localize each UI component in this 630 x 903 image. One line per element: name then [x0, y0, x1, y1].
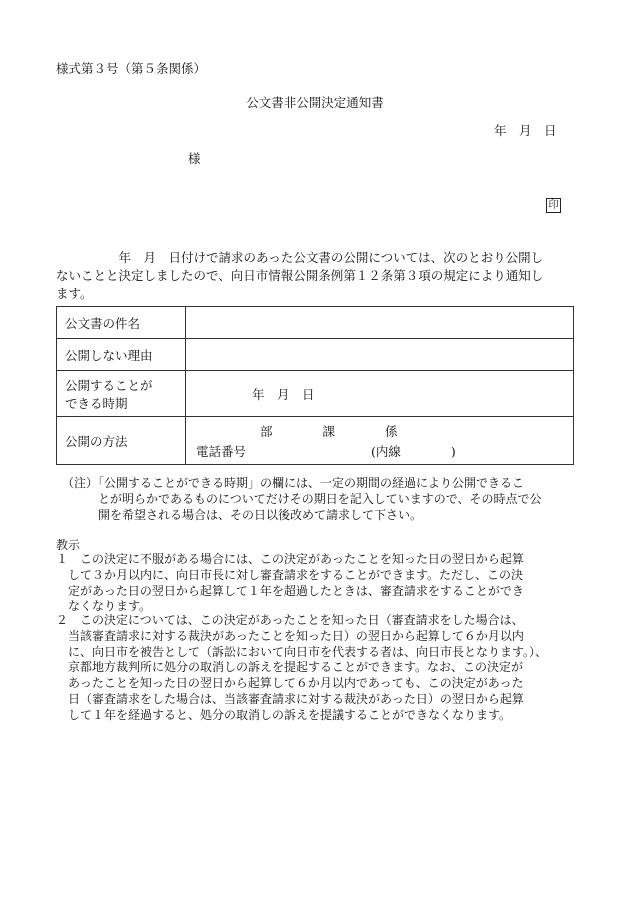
body-paragraph [56, 249, 578, 303]
label-line: できる時期 [65, 395, 128, 411]
instruction-heading: 教示 [56, 538, 81, 552]
body-line: ないことと決定しましたので、向日市情報公開条例第１２条第３項の規定により通知し [56, 268, 544, 283]
label-line: 公開することが [65, 377, 153, 393]
instruction-line: 京都地方裁判所に処分の取消しの訴えを提起することができます。なお、この決定が [56, 660, 524, 675]
document-title: 公文書非公開決定通知書 [246, 95, 384, 110]
addressee-suffix: 様 [188, 151, 201, 166]
instruction-line: して１年を経過すると、処分の取消しの訴えを提議することができなくなります。 [56, 707, 512, 722]
instruction-line: 当該審査請求に対する裁決があったことを知った日）の翌日から起算して６か月以内 [56, 628, 524, 643]
instruction-line: して３か月以内に、向日市長に対し審査請求をすることができます。ただし、この決 [56, 567, 524, 582]
instruction-item-2 [56, 612, 547, 723]
instruction-line: 日（審査請求をした場合は、当該審査請求に対する裁決があった日）の翌日から起算 [56, 691, 524, 706]
note-line: とが明らかであるものについてだけその期日を記入していますので、その時点で公 [62, 492, 542, 506]
body-line: ます。 [56, 286, 93, 301]
table-row [57, 339, 574, 371]
instruction-line: なくなります。 [56, 599, 152, 614]
body-line: 年 月 日付けで請求のあった公文書の公開については、次のとおり公開し [56, 250, 544, 265]
table-row [57, 307, 574, 339]
row-value-disclosable-period [186, 371, 574, 417]
row-label-subject: 公文書の件名 [57, 307, 186, 339]
period-date: 年 月 日 [252, 386, 315, 402]
row-value-reason [186, 339, 574, 371]
row-label-reason: 公開しない理由 [57, 339, 186, 371]
note-line: （注）「公開することができる時期」の欄には、一定の期間の経過により公開できるこ [62, 476, 525, 490]
form-number: 様式第３号（第５条関係） [56, 61, 207, 76]
table-row [57, 417, 574, 465]
note-line: 開を希望される場合は、その日以後改めて請求して下さい。 [62, 508, 423, 522]
instruction-item-1 [56, 551, 524, 614]
department-line: 部 課 係 [260, 423, 398, 439]
row-label-disclosable-period [57, 371, 186, 417]
table-row [57, 371, 574, 417]
instruction-line: 定があった日の翌日から起算して１年を超過したときは、審査請求をすることができ [56, 583, 524, 598]
row-value-method [186, 417, 574, 465]
row-label-method: 公開の方法 [57, 417, 186, 465]
seal-mark: 印 [546, 198, 561, 213]
instruction-line: に、向日市を被告として（訴訟において向日市を代表する者は、向日市長となります。）、 [56, 644, 548, 659]
date-line: 年 月 日 [494, 123, 557, 138]
info-table [56, 306, 574, 465]
note-block [62, 475, 542, 523]
row-value-subject [186, 307, 574, 339]
instruction-line: あったことを知った日の翌日から起算して６か月以内であっても、この決定があった [56, 676, 524, 691]
phone-line: 電話番号 (内線 ) [196, 443, 456, 459]
instruction-line: １ この決定に不服がある場合には、この決定があったことを知った日の翌日から起算 [56, 552, 524, 566]
instruction-line: ２ この決定については、この決定があったことを知った日（審査請求をした場合は、 [56, 613, 524, 627]
